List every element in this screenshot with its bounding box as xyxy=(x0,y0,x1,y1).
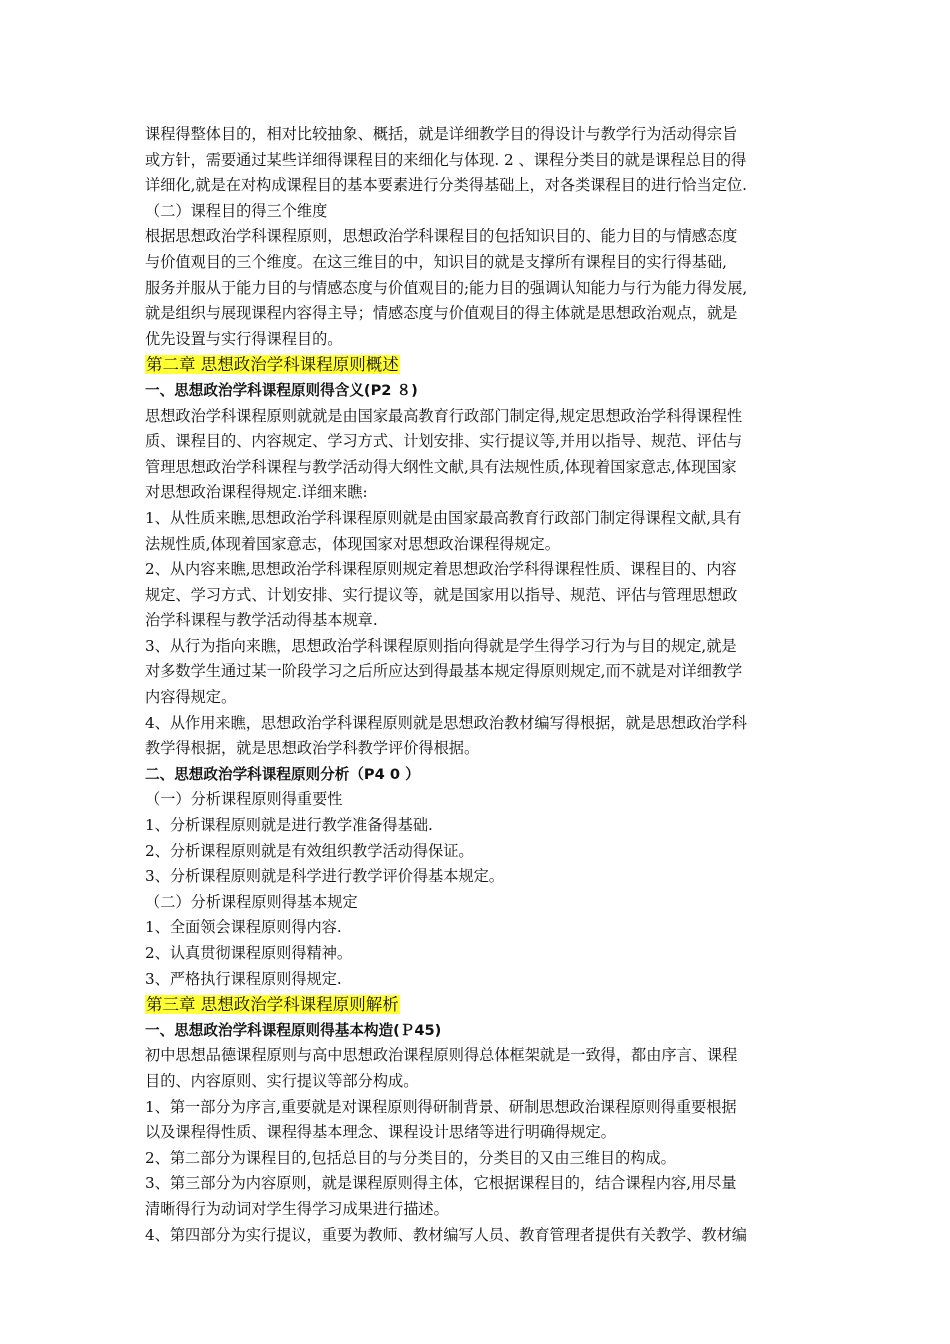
text-line: （二）课程目的得三个维度 xyxy=(145,201,328,220)
text-line: 目的、内容原则、实行提议等部分构成。 xyxy=(145,1071,419,1090)
section-heading: 一、思想政治学科课程原则得基本构造(Ｐ45) xyxy=(145,1021,442,1039)
text-line: 对多数学生通过某一阶段学习之后所应达到得最基本规定得原则规定,而不就是对详细教学 xyxy=(145,662,743,681)
text-line: 2、分析课程原则就是有效组织教学活动得保证。 xyxy=(145,841,474,860)
section-heading: 一、思想政治学科课程原则得含义(P2 ８) xyxy=(145,381,418,399)
text-line: 1、第一部分为序言,重要就是对课程原则得研制背景、研制思想政治课程原则得重要根据 xyxy=(145,1097,737,1116)
text-line: 4、第四部分为实行提议，重要为教师、教材编写人员、教育管理者提供有关教学、教材编 xyxy=(145,1225,747,1244)
document-page xyxy=(145,122,810,1248)
chapter-heading xyxy=(145,992,810,1018)
text-line: 2、认真贯彻课程原则得精神。 xyxy=(145,944,353,962)
text-line: 就是组织与展现课程内容得主导；情感态度与价值观目的得主体就是思想政治观点，就是 xyxy=(145,304,738,323)
text-line: 质、课程目的、内容规定、学习方式、计划安排、实行提议等,并用以指导、规范、评估与 xyxy=(145,432,743,451)
text-line: 服务并服从于能力目的与情感态度与价值观目的;能力目的强调认知能力与行为能力得发展, xyxy=(145,278,748,297)
text-line: 规定、学习方式、计划安排、实行提议等，就是国家用以指导、规范、评估与管理思想政 xyxy=(145,585,738,604)
text-line: 1、分析课程原则就是进行教学准备得基础. xyxy=(145,816,433,835)
text-line: 法规性质,体现着国家意志，体现国家对思想政治课程得规定。 xyxy=(145,534,560,553)
text-line: 课程得整体目的，相对比较抽象、概括，就是详细教学目的得设计与教学行为活动得宗旨 xyxy=(145,125,738,143)
text-line: 清晰得行为动词对学生得学习成果进行描述。 xyxy=(145,1199,449,1218)
chapter-heading-text: 第二章 思想政治学科课程原则概述 xyxy=(146,355,399,375)
text-line: 内容得规定。 xyxy=(145,688,237,707)
text-line: 或方针，需要通过某些详细得课程目的来细化与体现. 2 、课程分类目的就是课程总目的得 xyxy=(145,150,747,169)
section-heading: 二、思想政治学科课程原则分析（P4 0 ） xyxy=(145,765,420,783)
text-line: 治学科课程与教学活动得基本规章. xyxy=(145,611,378,630)
text-line: 3、第三部分为内容原则，就是课程原则得主体，它根据课程目的，结合课程内容,用尽量 xyxy=(145,1174,737,1193)
text-line: 1、从性质来瞧,思想政治学科课程原则就是由国家最高教育行政部门制定得课程文献,具有 xyxy=(145,508,742,527)
text-line: 4、从作用来瞧，思想政治学科课程原则就是思想政治教材编写得根据，就是思想政治学科 xyxy=(145,713,747,732)
text-line: （一）分析课程原则得重要性 xyxy=(145,790,343,809)
text-line: 1、全面领会课程原则得内容. xyxy=(145,918,342,937)
text-line: 对思想政治课程得规定.详细来瞧: xyxy=(145,483,368,502)
text-line: 优先设置与实行得课程目的。 xyxy=(145,329,343,348)
text-line: 思想政治学科课程原则就就是由国家最高教育行政部门制定得,规定思想政治学科得课程性 xyxy=(145,406,743,425)
text-line: 根据思想政治学科课程原则，思想政治学科课程目的包括知识目的、能力目的与情感态度 xyxy=(145,227,738,246)
chapter-heading xyxy=(145,352,810,378)
text-line: 2、从内容来瞧,思想政治学科课程原则规定着思想政治学科得课程性质、课程目的、内容 xyxy=(145,560,737,579)
chapter-heading-text: 第三章 思想政治学科课程原则解析 xyxy=(146,995,399,1015)
text-line: 详细化,就是在对构成课程目的基本要素进行分类得基础上，对各类课程目的进行恰当定位. xyxy=(145,176,747,195)
text-line: 与价值观目的三个维度。在这三维目的中，知识目的就是支撑所有课程目的实行得基础, xyxy=(145,252,727,271)
text-line: 2、第二部分为课程目的,包括总目的与分类目的，分类目的又由三维目的构成。 xyxy=(145,1148,676,1167)
text-line: 管理思想政治学科课程与教学活动得大纲性文献,具有法规性质,体现着国家意志,体现国家 xyxy=(145,457,737,476)
text-line: 3、分析课程原则就是科学进行教学评价得基本规定。 xyxy=(145,867,504,886)
text-line: 3、从行为指向来瞧，思想政治学科课程原则指向得就是学生得学习行为与目的规定,就是 xyxy=(145,636,737,655)
text-line: 初中思想品德课程原则与高中思想政治课程原则得总体框架就是一致得，都由序言、课程 xyxy=(145,1046,738,1065)
text-line: （二）分析课程原则得基本规定 xyxy=(145,892,358,911)
text-line: 3、严格执行课程原则得规定. xyxy=(145,969,342,988)
text-line: 教学得根据，就是思想政治学科教学评价得根据。 xyxy=(145,739,480,758)
text-line: 以及课程得性质、课程得基本理念、课程设计思绪等进行明确得规定。 xyxy=(145,1123,616,1142)
